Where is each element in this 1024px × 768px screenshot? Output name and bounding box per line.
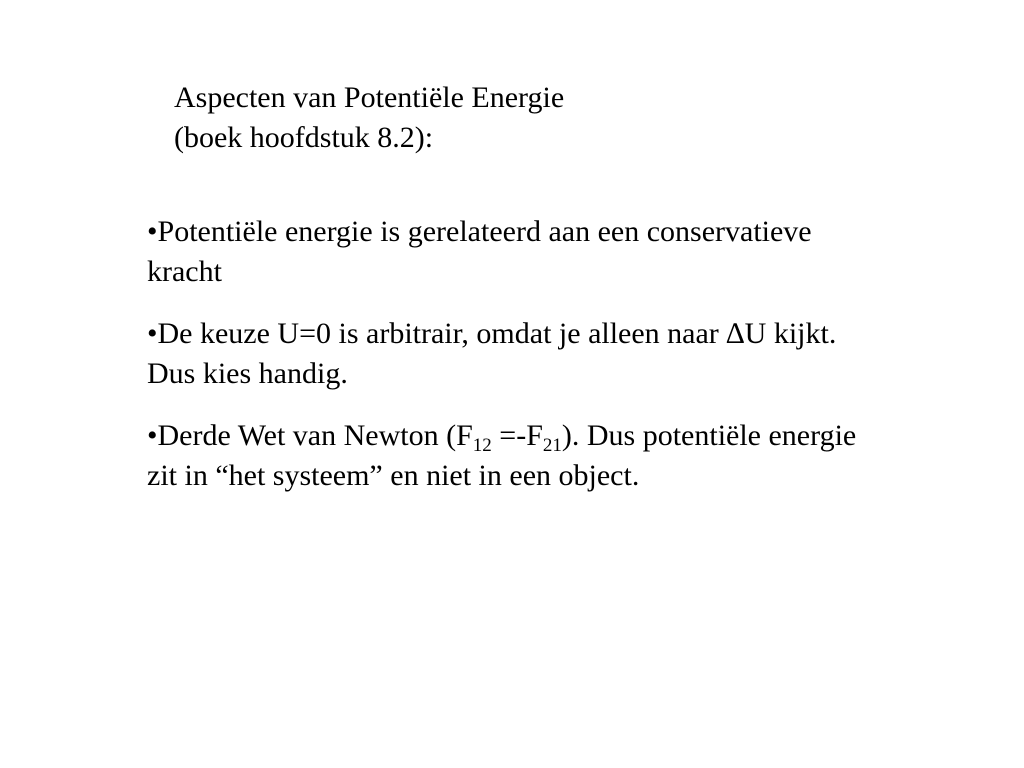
bullet-3-text-part-3: ). Dus potentiële energie zit in “het systeem” en niet in een object. bbox=[147, 419, 857, 492]
title-line-2: (boek hoofdstuk 8.2): bbox=[174, 121, 434, 154]
bullet-item-conservative-force: •Potentiële energie is gerelateerd aan een conservatieve kracht bbox=[147, 215, 812, 288]
bullet-item-arbitrary-zero: •De keuze U=0 is arbitrair, omdat je alleen naar ∆U kijkt. Dus kies handig. bbox=[147, 317, 837, 390]
bullet-3-text-part-2: =-F bbox=[491, 419, 543, 452]
bullet-item-newton-third-law bbox=[147, 416, 887, 496]
title-line-1: Aspecten van Potentiële Energie bbox=[174, 81, 565, 114]
subscript-21: 21 bbox=[542, 435, 562, 456]
subscript-12: 12 bbox=[472, 435, 492, 456]
bullet-3-text-part-1: •Derde Wet van Newton (F bbox=[147, 419, 473, 452]
slide-title bbox=[174, 78, 774, 158]
bullet-list bbox=[147, 212, 887, 518]
